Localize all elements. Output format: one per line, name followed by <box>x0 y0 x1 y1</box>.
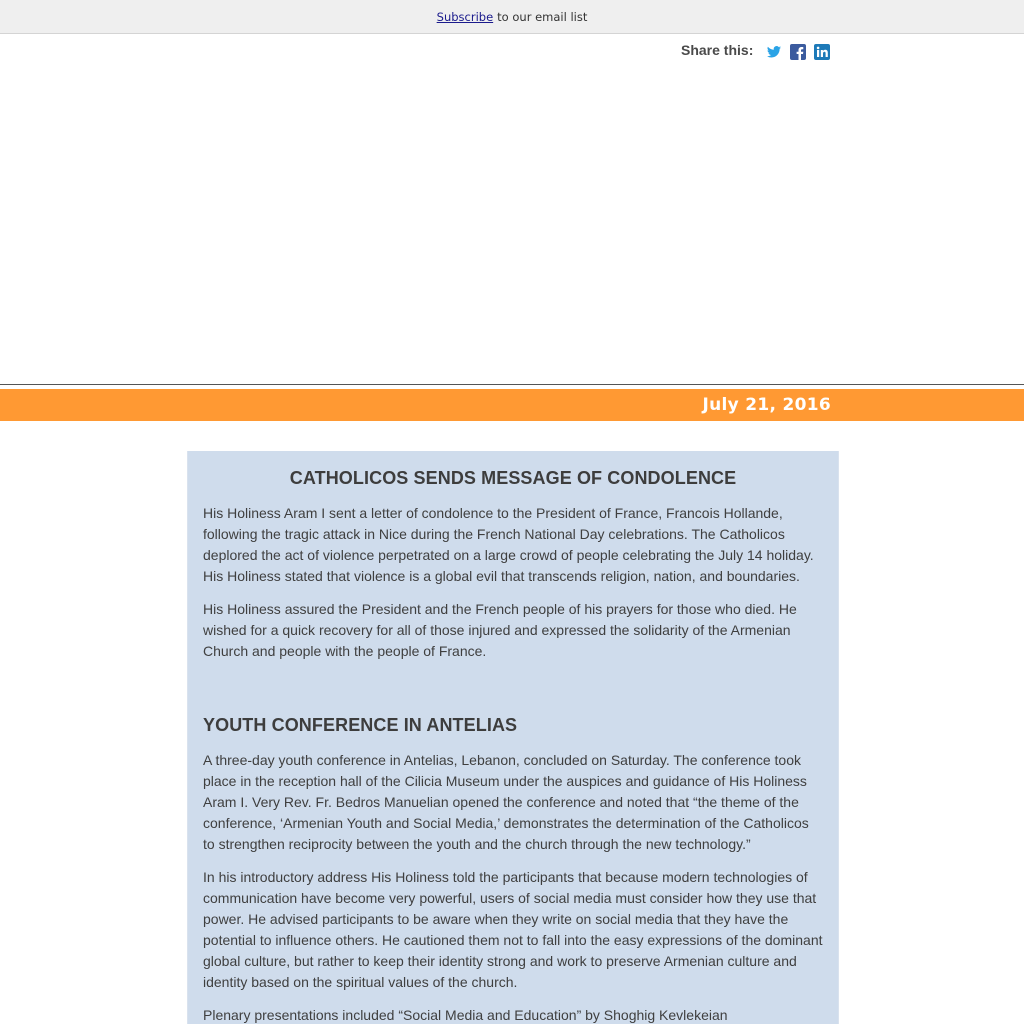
article-paragraph: His Holiness assured the President and the French people of his prayers for those who died. He wished for a quick recovery for all of those injured and expressed the solidarity of the Armenian Church and people with the people of France. <box>203 601 797 659</box>
article-paragraph: In his introductory address His Holiness told the participants that because modern technologies of communication have become very powerful, users of social media must consider how they use that power. He advised participants to be aware when they write on social media that they have the potential to influence others. He cautioned them not to fall into the easy expressions of the dominant global culture, but rather to keep their identity strong and work to preserve Armenian culture and identity based on the spiritual values of the church. <box>203 869 823 990</box>
facebook-icon[interactable] <box>790 44 806 60</box>
subscribe-link[interactable]: Subscribe <box>436 9 494 24</box>
subscribe-bar <box>0 0 1024 34</box>
share-bar <box>681 44 838 60</box>
header-divider <box>0 384 1024 385</box>
share-label: Share this: <box>681 42 754 58</box>
article-paragraph: His Holiness Aram I sent a letter of condolence to the President of France, Francois Hollande, following the tragic attack in Nice during the French National Day celebrations. The Catholicos deplored the act of violence perpetrated on a large crowd of people celebrating the July 14 holiday. His Holiness stated that violence is a global evil that transcends religion, nation, and boundaries. <box>203 505 814 584</box>
twitter-icon[interactable] <box>766 44 782 60</box>
newsletter-content <box>187 451 839 1024</box>
date-banner <box>0 389 1024 421</box>
article-paragraph: A three-day youth conference in Antelias, Lebanon, concluded on Saturday. The conference took place in the reception hall of the Cilicia Museum under the auspices and guidance of His Holiness Aram I. Very Rev. Fr. Bedros Manuelian opened the conference and noted that “the theme of the conference, ‘Armenian Youth and Social Media,’ demonstrates the determination of the Catholicos to strengthen reciprocity between the youth and the church through the new technology.” <box>203 752 809 852</box>
article-title: CATHOLICOS SENDS MESSAGE OF CONDOLENCE <box>289 468 737 488</box>
article-title: YOUTH CONFERENCE IN ANTELIAS <box>203 715 518 735</box>
article-paragraph: Plenary presentations included “Social Media and Education” by Shoghig Kevlekeian <box>203 1007 728 1023</box>
linkedin-icon[interactable] <box>814 44 830 60</box>
subscribe-text: to our email list <box>497 9 588 24</box>
issue-date: July 21, 2016 <box>702 395 831 415</box>
